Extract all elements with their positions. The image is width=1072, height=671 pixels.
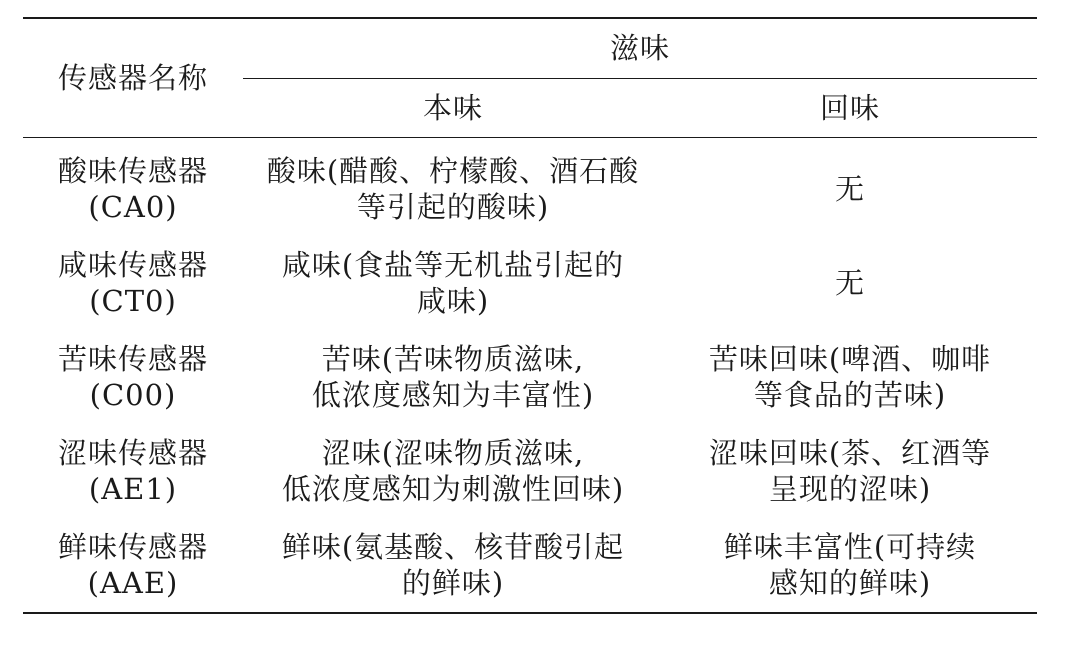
table-row [23, 236, 1037, 330]
cell-sensor-name-line: 酸味传感器 [57, 154, 208, 188]
cell-primary-taste [243, 138, 663, 237]
cell-primary-taste-line: 苦味(苦味物质滋味, [321, 342, 585, 376]
cell-primary-taste-line: 低浓度感知为丰富性) [311, 378, 595, 412]
table-body [23, 138, 1037, 614]
sensor-taste-table [23, 17, 1037, 614]
cell-primary-taste-line: 鲜味(氨基酸、核苷酸引起 [281, 530, 625, 564]
cell-primary-taste-line: 咸味) [416, 284, 490, 318]
cell-primary-taste [243, 330, 663, 424]
header-taste-group [243, 18, 1037, 78]
cell-aftertaste [663, 236, 1037, 330]
cell-primary-taste-line: 酸味(醋酸、柠檬酸、酒石酸 [266, 154, 640, 188]
cell-sensor-name [23, 236, 243, 330]
cell-primary-taste-line: 咸味(食盐等无机盐引起的 [281, 248, 625, 282]
cell-aftertaste-line: 无 [835, 172, 866, 206]
cell-aftertaste-line: 涩味回味(茶、红酒等 [708, 436, 992, 470]
cell-primary-taste-line: 的鲜味) [401, 566, 505, 600]
cell-primary-taste [243, 236, 663, 330]
cell-sensor-name-line: 涩味传感器 [57, 436, 208, 470]
cell-aftertaste [663, 518, 1037, 613]
cell-sensor-name-line: 鲜味传感器 [57, 530, 208, 564]
cell-aftertaste-line: 鲜味丰富性(可持续 [723, 530, 977, 564]
cell-aftertaste-line: 感知的鲜味) [768, 566, 932, 600]
header-primary-label: 本味 [422, 90, 483, 125]
table-row [23, 330, 1037, 424]
header-taste-group-label: 滋味 [610, 31, 671, 66]
header-aftertaste [663, 78, 1037, 138]
table-row [23, 424, 1037, 518]
cell-sensor-name [23, 424, 243, 518]
cell-aftertaste-line: 呈现的涩味) [768, 472, 932, 506]
cell-sensor-name [23, 330, 243, 424]
header-aftertaste-label: 回味 [820, 90, 881, 125]
cell-sensor-name [23, 518, 243, 613]
cell-sensor-name [23, 138, 243, 237]
cell-aftertaste-line: 苦味回味(啤酒、咖啡 [708, 342, 992, 376]
cell-sensor-name-line: (C00) [89, 378, 177, 412]
cell-sensor-name-line: (CA0) [88, 190, 178, 224]
cell-primary-taste-line: 等引起的酸味) [356, 190, 550, 224]
cell-sensor-name-line: (AAE) [87, 566, 179, 600]
cell-aftertaste [663, 330, 1037, 424]
cell-primary-taste [243, 424, 663, 518]
header-primary-taste [243, 78, 663, 138]
cell-aftertaste-line: 无 [835, 266, 866, 300]
table-row [23, 518, 1037, 613]
table-row [23, 138, 1037, 237]
cell-sensor-name-line: 苦味传感器 [57, 342, 208, 376]
taste-table [23, 17, 1037, 614]
cell-aftertaste [663, 424, 1037, 518]
header-sensor-name: 传感器名称 [23, 18, 243, 138]
cell-aftertaste-line: 等食品的苦味) [753, 378, 947, 412]
cell-aftertaste [663, 138, 1037, 237]
cell-primary-taste-line: 涩味(涩味物质滋味, [321, 436, 585, 470]
cell-sensor-name-line: (CT0) [89, 284, 177, 318]
cell-sensor-name-line: (AE1) [88, 472, 178, 506]
cell-primary-taste [243, 518, 663, 613]
cell-sensor-name-line: 咸味传感器 [57, 248, 208, 282]
cell-primary-taste-line: 低浓度感知为刺激性回味) [281, 472, 625, 506]
